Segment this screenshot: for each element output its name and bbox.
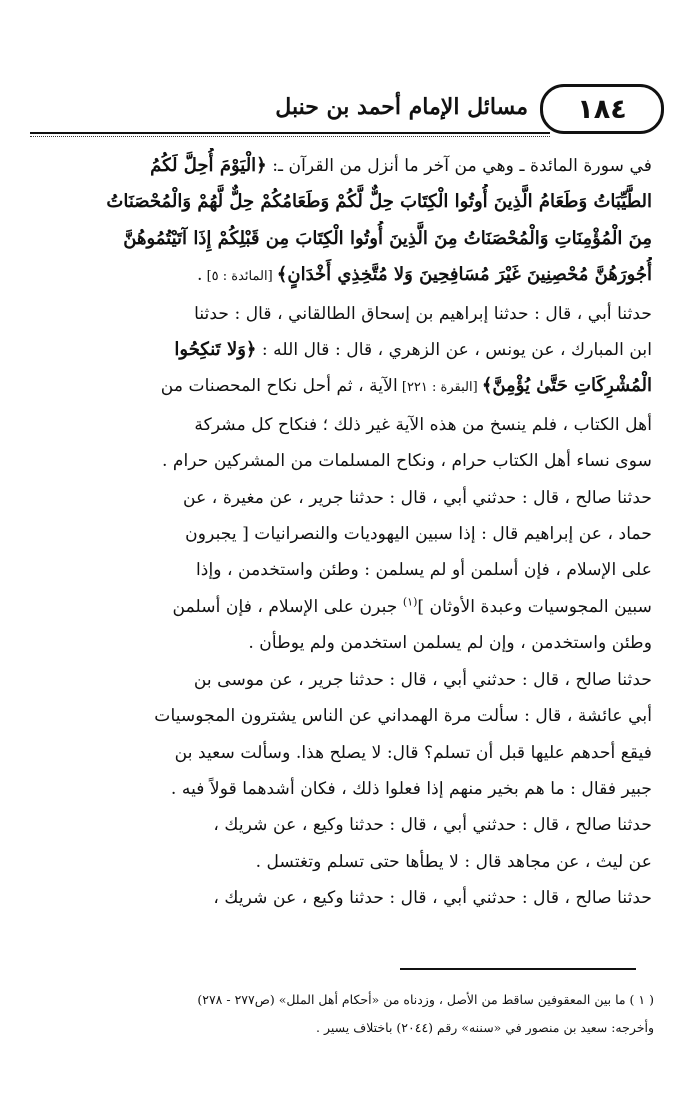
header-rule: [30, 132, 550, 134]
quran-verse: ﴿الْيَوْمَ أُحِلَّ لَكُمُ: [150, 155, 267, 176]
page-number: ١٨٤: [577, 93, 627, 125]
text-line: [42, 368, 652, 406]
text-line: [42, 332, 652, 368]
text-line: أبي عائشة ، قال : سألت مرة الهمداني عن الناس يشترون المجوسيات: [154, 706, 652, 727]
text-line: [42, 148, 652, 184]
quran-verse: مِنَ الْمُؤْمِنَاتِ وَالْمُحْصَنَاتُ مِنَ الَّذِينَ أُوتُوا الْكِتَابَ مِن قَبْلِكُمْ إِذَا آتَيْتُمُوهُنَّ: [123, 227, 652, 249]
text-span: الآية ، ثم أحل نكاح المحصنات من: [160, 376, 398, 397]
footnote-marker[interactable]: (١): [402, 595, 418, 609]
footnote-1: ( ١ ) ما بين المعقوفين ساقط من الأصل ، وزدناه من «أحكام أهل الملل» (ص٢٧٧ - ٢٧٨): [197, 992, 654, 1007]
text-line: على الإسلام ، فإن أسلمن أو لم يسلمن : وطئن واستخدمن ، وإذا: [196, 560, 652, 581]
text-line: فيقع أحدهم عليها قبل أن تسلم؟ قال: لا يصلح هذا. وسألت سعيد بن: [174, 742, 652, 763]
text-line: وطئن واستخدمن ، وإن لم يسلمن استخدمن ولم يوطأن .: [248, 633, 652, 654]
text-span: ابن المبارك ، عن يونس ، عن الزهري ، قال : قال الله :: [256, 340, 652, 361]
page-header: [30, 78, 664, 142]
text-line: [42, 257, 652, 295]
footnote-2: وأخرجه: سعيد بن منصور في «سننه» رقم (٢٠٤٤) باختلاف يسير .: [316, 1020, 654, 1035]
text-line: جبير فقال : ما هم بخير منهم إذا فعلوا ذلك ، فكان أشدهما قولاً فيه .: [170, 778, 652, 799]
text-span: سبين المجوسيات وعبدة الأوثان ]: [417, 596, 652, 617]
quran-verse: الْمُشْرِكَاتِ حَتَّىٰ يُؤْمِنَّ﴾: [481, 375, 652, 397]
verse-reference: [البقرة : ٢٢١]: [397, 380, 482, 396]
text-line: حدثنا صالح ، قال : حدثني أبي ، قال : حدثنا جرير ، عن موسى بن: [193, 669, 652, 690]
page-number-badge: [540, 84, 664, 134]
text-span: .: [196, 265, 203, 286]
footnote-divider: [400, 968, 636, 970]
text-line: [42, 589, 652, 625]
text-line: حدثنا صالح ، قال : حدثني أبي ، قال : حدثنا وكيع ، عن شريك ،: [213, 888, 652, 909]
page-body: [42, 148, 652, 917]
text-span: جبرن على الإسلام ، فإن أسلمن: [172, 596, 403, 617]
quran-verse: الطَّيِّبَاتُ وَطَعَامُ الَّذِينَ أُوتُوا الْكِتَابَ حِلٌّ لَّكُمْ وَطَعَامُكُمْ حِلٌّ لَّهُمْ وَالْمُحْصَنَاتُ: [106, 191, 652, 213]
text-line: حدثنا صالح ، قال : حدثني أبي ، قال : حدثنا جرير ، عن مغيرة ، عن: [183, 487, 652, 508]
text-line: حدثنا أبي ، قال : حدثنا إبراهيم بن إسحاق الطالقاني ، قال : حدثنا: [194, 303, 652, 324]
header-rule-dotted: [30, 136, 550, 137]
footnotes: [40, 986, 654, 1042]
text-line: حدثنا صالح ، قال : حدثني أبي ، قال : حدثنا وكيع ، عن شريك ،: [213, 815, 652, 836]
text-line: سوى نساء أهل الكتاب حرام ، ونكاح المسلمات من المشركين حرام .: [161, 451, 652, 472]
text-line: عن ليث ، عن مجاهد قال : لا يطأها حتى تسلم وتغتسل .: [255, 851, 652, 872]
quran-verse: أُجُورَهُنَّ مُحْصِنِينَ غَيْرَ مُسَافِحِينَ وَلا مُتَّخِذِي أَخْدَانٍ﴾: [276, 264, 652, 286]
text-line: أهل الكتاب ، فلم ينسخ من هذه الآية غير ذلك ؛ فنكاح كل مشركة: [194, 414, 652, 435]
quran-verse: ﴿وَلا تَنكِحُوا: [174, 339, 257, 361]
verse-reference: [المائدة : ٥]: [202, 269, 277, 285]
text-line: حماد ، عن إبراهيم قال : إذا سبين اليهوديات والنصرانيات [ يجبرون: [185, 524, 652, 545]
page-title: مسائل الإمام أحمد بن حنبل: [275, 94, 528, 120]
text-span: في سورة المائدة ـ وهي من آخر ما أنزل من القرآن ـ:: [266, 156, 652, 176]
